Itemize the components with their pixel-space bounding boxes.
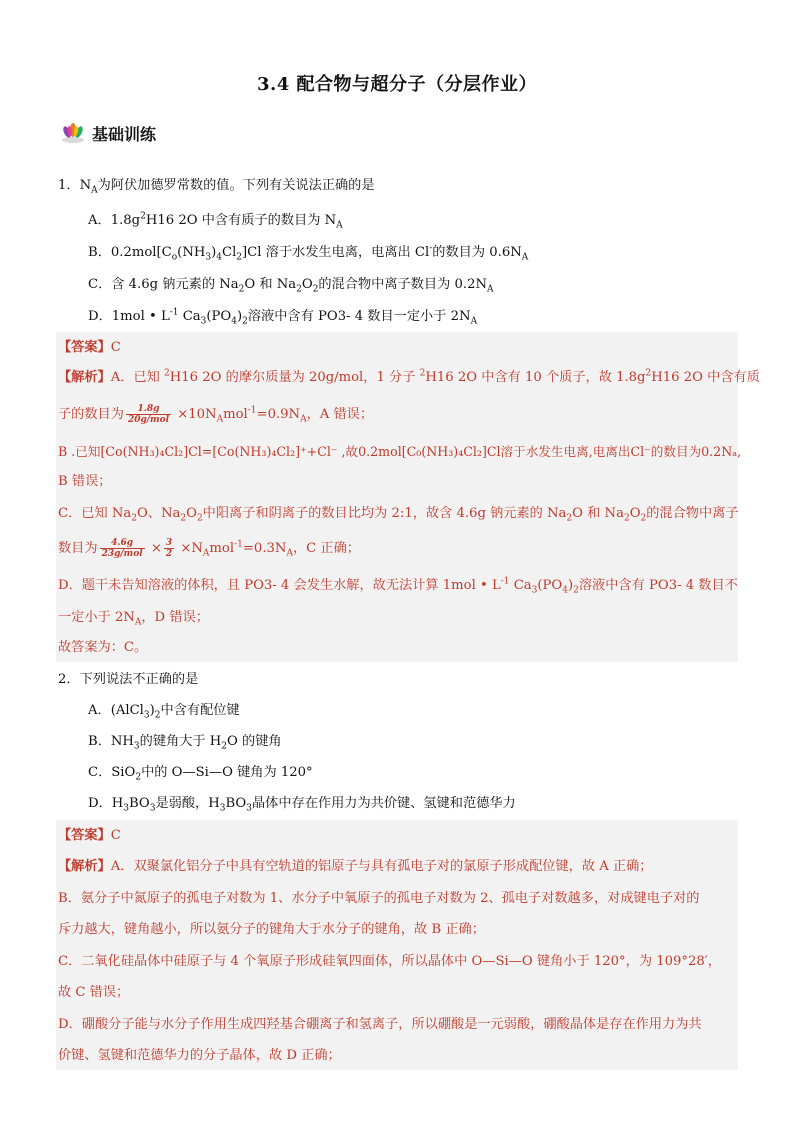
question-2-explanation-d-line1: D．硼酸分子能与水分子作用生成四羟基合硼离子和氢离子，所以硼酸是一元弱酸，硼酸晶体是存在作用力为共 (58, 1017, 702, 1032)
question-1-option-a: A．$1.8g^2H16$ 2O 中含有质子的数目为 $N_A$ (88, 211, 343, 231)
fraction: $\frac{1.8g}{\text{20g/mol}}$ (127, 404, 169, 425)
question-1-explanation-d-line1: D．题干未告知溶液的体积，且 PO3- 4 会发生水解，故无法计算 1mol • $L^{-1}$ $Ca_3(PO_4)_2$溶液中含有 PO3- 4 数目不 (58, 576, 738, 596)
question-2-option-d: D．$H_3BO_3$是弱酸，$H_3BO_3$晶体中存在作用力为共价键、氢键和范德华力 (88, 796, 516, 814)
section-header (60, 120, 156, 146)
question-1-conclusion: 故答案为：C。 (58, 640, 148, 655)
page-title: 3.4 配合物与超分子（分层作业） (256, 74, 538, 95)
question-1-option-d: D．1mol • $L^{-1}$ $Ca_3(PO_4)_2$溶液中含有 PO3- 4 数目一定小于 $2N_A$ (88, 307, 478, 327)
question-1-explanation-b-line2: B 错误； (58, 474, 112, 489)
question-1-option-c: C．含 4.6g 钠元素的 $Na_2O$ 和 $Na_2O_2$的混合物中离子数目为 $0.2N_A$ (88, 277, 494, 295)
question-2-option-a: A．$(AlCl_3)_2$中含有配位键 (88, 703, 240, 721)
question-2-explanation-b-line2: 斥力越大，键角越小，所以氨分子的键角大于水分子的键角，故 B 正确； (58, 922, 485, 937)
question-1-explanation-a-line2: 子的数目为 $\frac{1.8g}{\text{20g/mol}}$ $\times 10N_Amol^{-1}=0.9N_A$，A 错误； (58, 404, 374, 425)
question-1-option-b: B．$0.2mol[C_o(NH_3)_4Cl_2]Cl$ 溶于水发生电离，电离出 Cl-的数目为 $0.6N_A$ (88, 243, 529, 263)
question-1-explanation-c-line2: 数目为 $\frac{4.6g}{\text{23g/mol}}$ × $\frac{3}{2}$ $\times N_Amol^{-1}=0.3N_A$，C 正确； (58, 538, 360, 559)
question-1-explanation-a-line1: 【解析】A．已知 $^2$H16 2O 的摩尔质量为 20g/mol，1 分子 $^2$H16 2O 中含有 10 个质子，故 $1.8g^2H16$ 2O 中含有质 (58, 368, 760, 385)
question-2-explanation-c-line1: C．二氧化硅晶体中硅原子与 4 个氧原子形成硅氧四面体，所以晶体中 O—Si—O 键角小于 120°，为 109°28′， (58, 954, 721, 969)
question-1-explanation-b-line1: B .已知[Co(NH₃)₄Cl₂]Cl=[Co(NH₃)₄Cl₂]⁺+Cl⁻ ,故0.2mol[C₀(NH₃)₄Cl₂]Cl溶于水发生电离,电离出Cl⁻的数目为0.2Nₐ, (58, 444, 742, 459)
question-2-explanation-a: 【解析】A．双聚氯化铝分子中具有空轨道的铝原子与具有孤电子对的氯原子形成配位键，故 A 正确； (58, 859, 653, 874)
question-2-answer: 【答案】C (58, 828, 121, 843)
question-1-explanation-c-line1: C．已知 $Na_2O$、$Na_2O_2$中阳离子和阴离子的数目比均为 2:1，故含 4.6g 钠元素的 $Na_2O$ 和 $Na_2O_2$的混合物中离子 (58, 506, 739, 524)
question-2-explanation-c-line2: 故 C 错误； (58, 985, 130, 1000)
question-2-explanation-d-line2: 价键、氢键和范德华力的分子晶体，故 D 正确； (58, 1048, 341, 1063)
flower-icon (60, 122, 86, 144)
question-2-stem: 2．下列说法不正确的是 (58, 672, 199, 687)
fraction: $\frac{4.6g}{\text{23g/mol}}$ (101, 538, 143, 559)
question-2-option-b: B．$NH_3$的键角大于 $H_2O$ 的键角 (88, 734, 282, 752)
question-2-explanation-b-line1: B．氨分子中氮原子的孤电子对数为 1、水分子中氧原子的孤电子对数为 2、孤电子对数越多，对成键电子对的 (58, 891, 700, 906)
question-1-explanation-d-line2: 一定小于 $2N_A$，D 错误； (58, 610, 209, 628)
question-2-option-c: C．SiO$_2$中的 O—Si—O 键角为 120° (88, 765, 313, 783)
question-1-answer: 【答案】C (58, 340, 121, 355)
section-title: 基础训练 (92, 124, 157, 144)
question-1-stem: 1．$N_A$为阿伏加德罗常数的值。下列有关说法正确的是 (58, 178, 375, 196)
fraction: $\frac{3}{2}$ (165, 538, 173, 559)
